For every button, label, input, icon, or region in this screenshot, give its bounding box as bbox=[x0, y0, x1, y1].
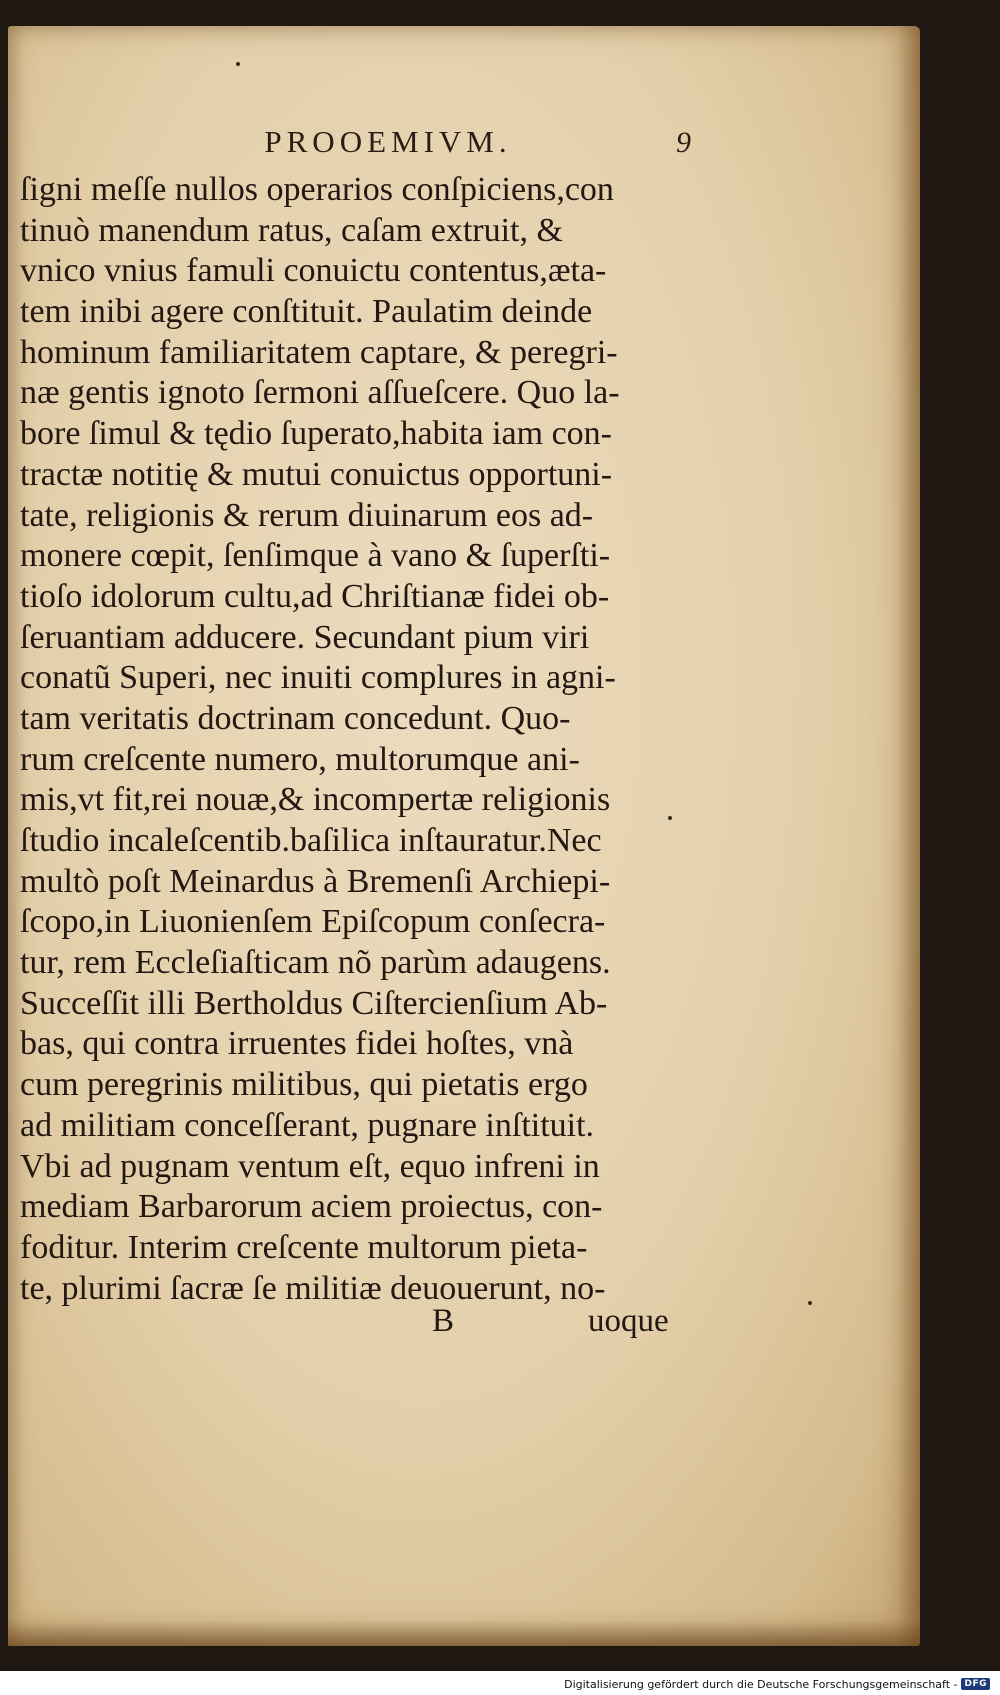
text-line: bas, qui contra irruentes fidei hoſtes, vnà bbox=[20, 1025, 574, 1063]
page-edge-shadow bbox=[898, 26, 920, 1646]
book-page bbox=[8, 26, 920, 1646]
ink-speck bbox=[236, 62, 240, 66]
text-line: tinuò manendum ratus, caſam extruit, & bbox=[20, 211, 563, 249]
text-line: hominum familiaritatem captare, & peregri- bbox=[20, 333, 618, 371]
text-line: rum creſcente numero, multorumque ani- bbox=[20, 740, 580, 778]
signature-mark: B bbox=[432, 1303, 455, 1339]
text-line: Succeſſit illi Bertholdus Ciſtercienſium Ab- bbox=[20, 984, 608, 1022]
catchword: uoque bbox=[588, 1303, 669, 1339]
ink-speck bbox=[808, 1301, 812, 1305]
text-line: vnico vnius famuli conuictu contentus,æta- bbox=[20, 252, 607, 290]
running-head: PROOEMIVM. bbox=[264, 124, 512, 159]
credit-text: Digitalisierung gefördert durch die Deutsche Forschungsgemeinschaft - bbox=[564, 1677, 958, 1691]
text-line: ad militiam conceſſerant, pugnare inſtituit. bbox=[20, 1106, 595, 1144]
text-line: næ gentis ignoto ſermoni aſſueſcere. Quo la- bbox=[20, 374, 620, 412]
text-line: tam veritatis doctrinam concedunt. Quo- bbox=[20, 699, 571, 737]
page-bottom-shadow bbox=[8, 1620, 920, 1646]
text-line: tioſo idolorum cultu,ad Chriſtianæ fidei ob- bbox=[20, 577, 610, 615]
text-line: te, plurimi ſacræ ſe militiæ deuouerunt, no- bbox=[20, 1269, 606, 1307]
text-line: mis,vt fit,rei nouæ,& incompertæ religionis bbox=[20, 781, 611, 819]
text-line: bore ſimul & tędio ſuperato,habita iam con- bbox=[20, 415, 612, 453]
text-line: ſcopo,in Liuonienſem Epiſcopum conſecra- bbox=[20, 903, 606, 941]
text-line: tem inibi agere conſtituit. Paulatim deinde bbox=[20, 293, 593, 331]
body-text bbox=[20, 170, 725, 1309]
text-line: foditur. Interim creſcente multorum pieta- bbox=[20, 1228, 588, 1266]
text-line: mediam Barbarorum aciem proiectus, con- bbox=[20, 1188, 603, 1226]
text-line: tate, religionis & rerum diuinarum eos ad- bbox=[20, 496, 594, 534]
text-line: ſtudio incaleſcentib.baſilica inſtauratur.Nec bbox=[20, 822, 602, 859]
text-line: tur, rem Eccleſiaſticam nõ parùm adaugens. bbox=[20, 944, 611, 982]
digitization-credit bbox=[560, 1675, 994, 1693]
text-line: tractæ notitię & mutui conuictus opportuni- bbox=[20, 455, 613, 493]
text-line: cum peregrinis militibus, qui pietatis ergo bbox=[20, 1066, 588, 1104]
text-line: monere cœpit, ſenſimque à vano & ſuperſti- bbox=[20, 537, 611, 575]
text-line: Vbi ad pugnam ventum eſt, equo infreni in bbox=[20, 1147, 600, 1185]
text-line: ſigni meſſe nullos operarios conſpiciens,con bbox=[20, 171, 614, 208]
text-line: multò poſt Meinardus à Bremenſi Archiepi- bbox=[20, 862, 611, 900]
page-number: 9 bbox=[676, 126, 691, 159]
text-line: conatũ Superi, nec inuiti complures in agni- bbox=[20, 659, 616, 697]
dfg-logo: DFG bbox=[961, 1678, 990, 1690]
text-line: ſeruantiam adducere. Secundant pium viri bbox=[20, 618, 590, 656]
